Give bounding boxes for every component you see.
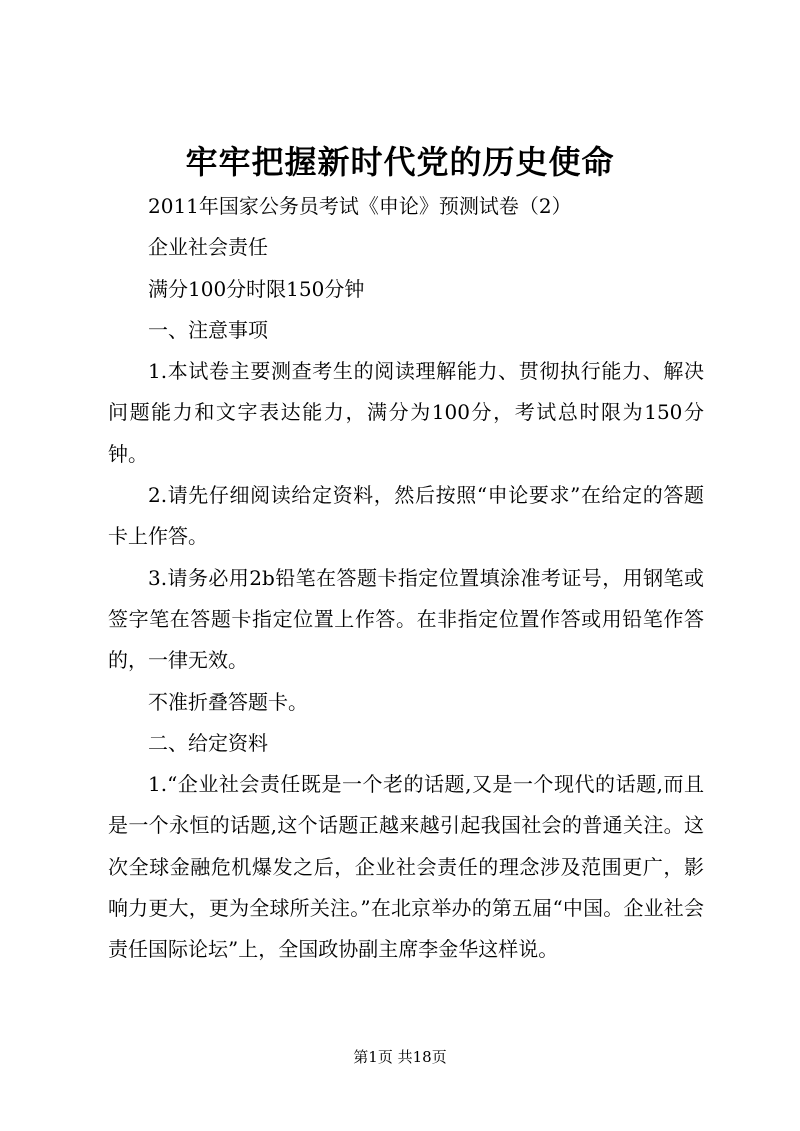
score-time-line: 满分100分时限150分钟 — [148, 276, 365, 301]
section-heading-notes: 一、注意事项 — [148, 317, 268, 342]
exam-name-line: 2011年国家公务员考试《申论》预测试卷（2） — [148, 194, 572, 218]
note-item-4: 不准折叠答题卡。 — [148, 689, 308, 714]
document-title: 牢牢把握新时代党的历史使命 — [185, 143, 615, 181]
section-heading-materials: 二、给定资料 — [148, 730, 268, 755]
page-footer: 第1页 共18页 — [353, 1048, 447, 1066]
material-paragraph-1: 1.“企业社会责任既是一个老的话题,又是一个现代的话题,而且是一个永恒的话题,这个话题正越来越引起我国社会的普通关注。这次全球金融危机爆发之后，企业社会责任的理念涉及范围更广，影响力更大，更为全球所关注。”在北京举办的第五届“中国。企业社会责任国际论坛”上，全国政协副主席李金华这样说。 — [108, 772, 704, 962]
note-item-2: 2.请先仔细阅读给定资料，然后按照“申论要求”在给定的答题卡上作答。 — [108, 483, 704, 549]
topic-line: 企业社会责任 — [148, 235, 268, 260]
document-body — [108, 186, 704, 971]
note-item-3: 3.请务必用2b铅笔在答题卡指定位置填涂准考证号，用钢笔或签字笔在答题卡指定位置上作答。在非指定位置作答或用铅笔作答的，一律无效。 — [108, 565, 704, 673]
note-item-1: 1.本试卷主要测查考生的阅读理解能力、贯彻执行能力、解决问题能力和文字表达能力，满分为100分，考试总时限为150分钟。 — [108, 359, 704, 466]
